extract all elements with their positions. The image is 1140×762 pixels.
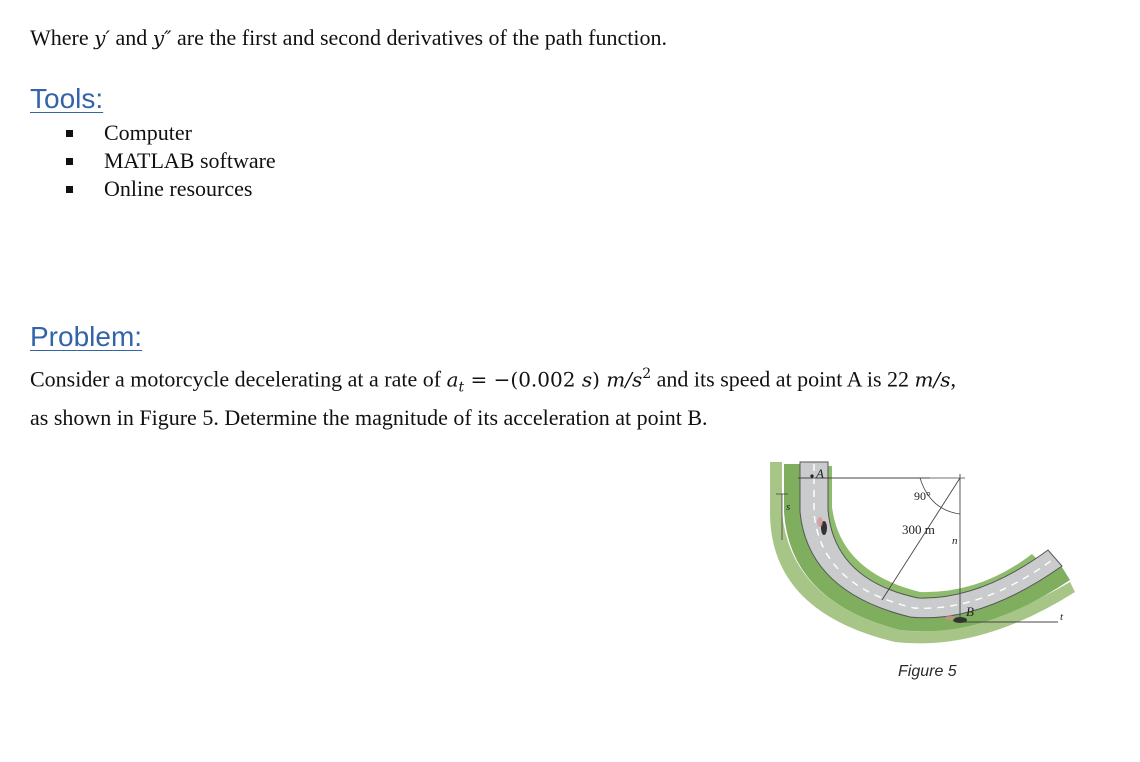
tool-label: MATLAB software <box>104 148 276 173</box>
motorcycle-b-icon <box>953 617 967 623</box>
problem-heading: Problem: <box>30 321 143 352</box>
label-radius: 300 m <box>902 522 935 537</box>
speed-unit: m/s <box>914 367 951 392</box>
accel-subscript: t <box>458 379 465 396</box>
first-derivative-symbol: y′ <box>94 26 110 50</box>
problem-text: , <box>950 366 957 392</box>
intro-prefix: Where <box>30 25 95 50</box>
tools-list-item <box>64 147 276 175</box>
problem-text: and its speed at point A is 22 <box>651 366 915 392</box>
problem-text: Consider a motorcycle decelerating at a rate of <box>30 366 447 392</box>
point-a-marker <box>810 474 813 477</box>
intro-suffix: are the first and second derivatives of the path function. <box>171 25 667 50</box>
label-a: A <box>816 466 824 481</box>
label-t: t <box>1060 611 1064 623</box>
motorcycle-b-blur <box>945 616 955 621</box>
intro-mid: and <box>109 25 153 50</box>
accel-symbol: a <box>446 367 459 392</box>
accel-equation: = −(0.002 <box>464 367 582 392</box>
tools-heading: Tools: <box>30 83 104 114</box>
figure-caption: Figure 5 <box>898 663 957 680</box>
tools-list <box>64 119 276 203</box>
tool-label: Computer <box>104 120 192 145</box>
accel-unit: m/s <box>606 367 643 392</box>
square-bullet-icon <box>66 186 73 193</box>
second-derivative-symbol: y″ <box>152 26 172 50</box>
motorcycle-a-blur <box>817 517 823 527</box>
curved-road-figure <box>770 452 1080 652</box>
tool-label: Online resources <box>104 176 253 201</box>
intro-paragraph <box>30 24 667 52</box>
accel-s-symbol: s <box>581 367 593 392</box>
problem-line-1 <box>30 360 956 403</box>
tools-list-item <box>64 119 276 147</box>
label-b: B <box>966 604 974 619</box>
problem-line-2: as shown in Figure 5. Determine the magnitude of its acceleration at point B. <box>30 404 708 430</box>
label-n: n <box>952 535 958 547</box>
square-bullet-icon <box>66 130 73 137</box>
label-angle: 90° <box>914 489 931 503</box>
square-bullet-icon <box>66 158 73 165</box>
label-s: s <box>786 501 791 513</box>
accel-close: ) <box>592 367 607 392</box>
tools-list-item <box>64 175 276 203</box>
problem-statement <box>30 360 956 432</box>
accel-power: 2 <box>642 366 652 382</box>
